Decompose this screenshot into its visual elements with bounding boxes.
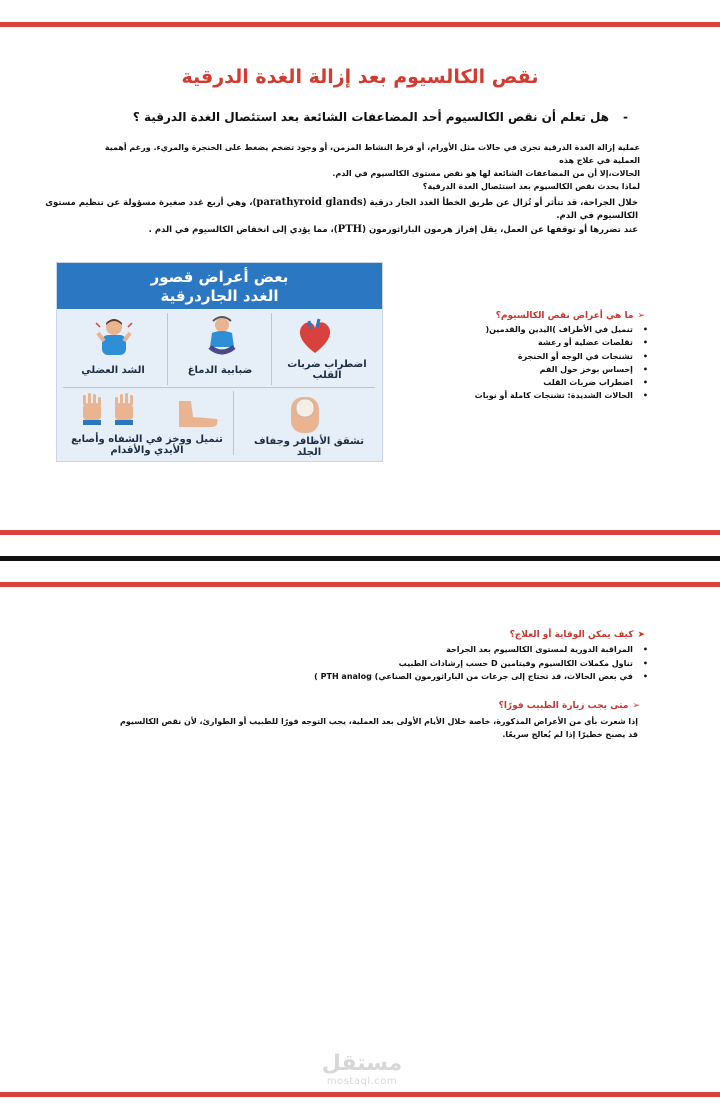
list-item: • تقلصات عضلية أو رعشة <box>475 336 648 349</box>
list-item: • إحساس بوخز حول الفم <box>475 363 648 376</box>
intro-question <box>133 110 628 124</box>
foot-icon <box>173 399 221 429</box>
parathyroid-term: parathyroid glands <box>256 197 363 208</box>
list-item: • تنميل في الأطراف )اليدين والقدمين( <box>475 323 648 336</box>
intro-paragraph <box>80 141 640 193</box>
nail-icon <box>285 393 325 435</box>
visit-heading-text: متى يجب زيارة الطبيب فورًا؟ <box>498 701 629 711</box>
page-break-rule <box>0 556 720 561</box>
tingling-hands-icon <box>79 393 141 427</box>
list-item: • اضطراب ضربات القلب <box>475 376 648 389</box>
arrow-icon: ➢ <box>637 311 645 321</box>
list-item: • تناول مكملات الكالسيوم وفيتامين D حسب إرشادات الطبيب <box>314 657 648 671</box>
prevention-heading <box>510 630 645 640</box>
arrow-icon: ➢ <box>632 701 640 711</box>
prevention-heading-text: كيف يمكن الوقاية أو العلاج؟ <box>509 630 634 640</box>
page-bottom-red-rule <box>0 530 720 535</box>
watermark-arabic: مستقل <box>321 1051 403 1076</box>
cell-label-heart: اضطراب ضربات القلب <box>287 359 367 381</box>
symptoms-heading-text: ما هي أعراض نقص الكالسيوم؟ <box>495 311 634 321</box>
cell-label-brain-fog: ضبابية الدماغ <box>187 365 253 376</box>
list-item: • المراقبة الدورية لمستوى الكالسيوم بعد الجراحة <box>314 643 648 657</box>
question-text: هل تعلم أن نقص الكالسيوم أحد المضاعفات الشائعة بعد استئصال الغدة الدرقية ؟ <box>132 110 610 124</box>
infographic-header <box>57 263 382 309</box>
explanation-part-1: خلال الجراحة، قد تتأثر أو تُزال عن طريق الخطأ الغدد الجار درقية ( <box>362 198 638 208</box>
symptoms-heading <box>496 311 645 321</box>
cell-label-tingling: تنميل ووخز في الشفاه وأصابع الأيدي والأقدام <box>71 434 223 456</box>
explanation-part-4: )، مما يؤدي إلى انخفاض الكالسيوم في الدم . <box>148 225 338 235</box>
divider <box>271 313 272 385</box>
page-title: نقص الكالسيوم بعد إزالة الغدة الدرقية <box>181 66 539 88</box>
list-item: • الحالات الشديدة: تشنجات كاملة أو نوبات <box>475 389 648 402</box>
prevention-list <box>314 643 648 684</box>
top-red-rule <box>0 22 720 27</box>
symptoms-infographic <box>56 262 383 462</box>
cell-label-muscle: الشد العضلي <box>81 365 145 376</box>
visit-paragraph: إذا شعرت بأي من الأعراض المذكورة، خاصة خلال الأيام الأولى بعد العملية، يجب التوجه فورًا للطبيب أو الطوارئ، لأن نقص الكالسيوم قد يصبح خطيرًا إذا لم يُعالج سريعًا. <box>120 717 638 739</box>
divider <box>63 387 375 388</box>
question-dash: - <box>623 110 628 124</box>
watermark <box>312 1052 412 1087</box>
intro-line-2: الحالات،إلا أن من المضاعفات الشائعة لها هو نقص مستوى الكالسيوم في الدم. <box>332 169 640 178</box>
symptoms-list <box>475 323 648 403</box>
divider <box>233 391 234 455</box>
pth-term: PTH <box>337 224 363 235</box>
explanation-part-3: عند تضررها أو توقفها عن العمل، يقل إفراز هرمون الباراثورمون ( <box>362 225 638 235</box>
muscle-cramp-person-icon <box>92 315 136 359</box>
list-item: • تشنجات في الوجه أو الحنجرة <box>475 350 648 363</box>
intro-line-1: عملية إزالة الغدة الدرقية تجرى في حالات مثل الأورام، أو فرط النشاط المزمن، أو وجود تضخم يضغط على الحنجرة والمريء. ورغم أهمية العملية في علاج هذه <box>104 143 640 165</box>
explanation-part-2: )، وهي أربع غدد صغيرة مسؤولة عن تنظيم مستوى الكالسيوم في الدم. <box>45 198 638 221</box>
divider <box>167 313 168 385</box>
watermark-latin: mostaql.com <box>326 1076 398 1087</box>
heart-icon <box>295 317 335 357</box>
infographic-heading-line-1: بعض أعراض قصور <box>150 268 289 286</box>
page-top-red-rule <box>0 582 720 587</box>
bottom-red-rule <box>0 1092 720 1097</box>
visit-heading <box>499 701 640 711</box>
brain-fog-person-icon <box>200 315 244 359</box>
explanation-paragraph <box>18 196 638 237</box>
cell-label-nails: تشقق الأظافر وجفاف الجلد <box>254 436 364 458</box>
infographic-heading-line-2: الغدد الجاردرقية <box>160 287 279 305</box>
list-item: • في بعض الحالات، قد تحتاج إلى جرعات من الباراثورمون الصناعي) PTH analog ) <box>314 670 648 684</box>
arrow-icon: ➤ <box>637 630 645 640</box>
intro-line-3: لماذا يحدث نقص الكالسيوم بعد استئصال الغدة الدرقية؟ <box>422 182 640 191</box>
